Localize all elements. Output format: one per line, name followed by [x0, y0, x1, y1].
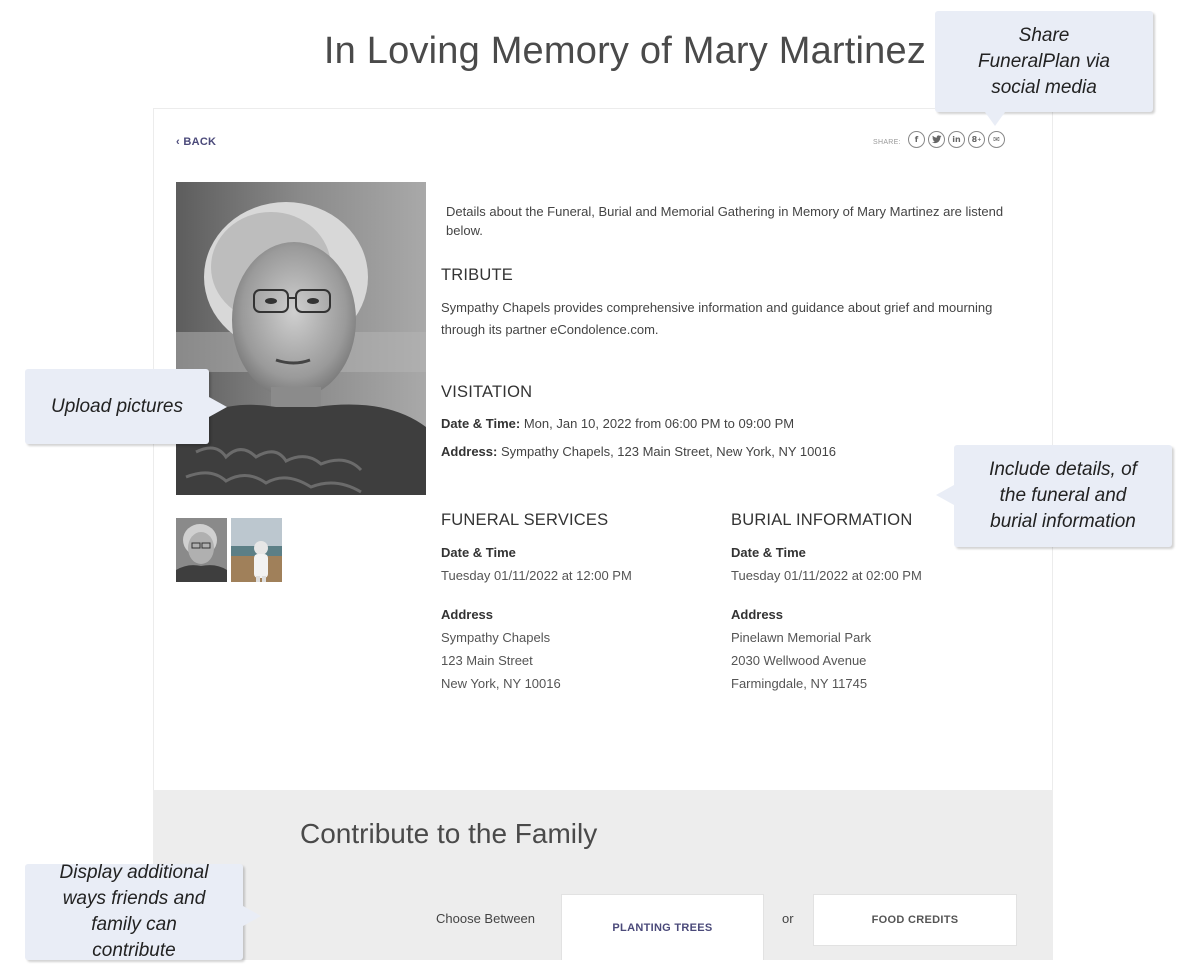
- visitation-address-label: Address:: [441, 444, 498, 459]
- visitation-datetime-label: Date & Time:: [441, 416, 521, 431]
- back-button[interactable]: ‹ BACK: [176, 136, 217, 148]
- callout-contribute: [25, 864, 243, 960]
- visitation-heading: VISITATION: [441, 383, 533, 401]
- tab-planting-trees[interactable]: PLANTING TREES: [561, 894, 764, 960]
- callout-arrow: [209, 397, 227, 417]
- visitation-datetime: [441, 413, 1041, 435]
- intro-text: Details about the Funeral, Burial and Memorial Gathering in Memory of Mary Martinez are listend below.: [446, 204, 1004, 238]
- funeral-address-label: Address: [441, 607, 494, 622]
- portrait-photo[interactable]: [176, 182, 426, 495]
- callout-upload-text: Upload pictures: [50, 395, 184, 417]
- google-plus-icon[interactable]: 8 +: [968, 131, 985, 148]
- tribute-heading: TRIBUTE: [441, 266, 513, 284]
- funeral-datetime-label: Date & Time: [441, 545, 516, 560]
- burial-address: [731, 626, 871, 695]
- visitation-datetime-value: Mon, Jan 10, 2022 from 06:00 PM to 09:00 PM: [520, 416, 795, 431]
- linkedin-icon[interactable]: in: [948, 131, 965, 148]
- funeral-address-line: New York, NY 10016: [441, 676, 561, 691]
- burial-address-line: Pinelawn Memorial Park: [731, 630, 872, 645]
- funeral-address-line: Sympathy Chapels: [441, 630, 551, 645]
- funeral-address: [441, 626, 561, 695]
- or-label: or: [782, 911, 794, 926]
- choose-between-label: Choose Between: [436, 911, 536, 926]
- visitation-address: [441, 441, 1041, 463]
- callout-arrow: [243, 906, 261, 926]
- funeral-heading: FUNERAL SERVICES: [441, 511, 609, 529]
- funeral-datetime-value: Tuesday 01/11/2022 at 12:00 PM: [441, 568, 632, 583]
- burial-address-line: 2030 Wellwood Avenue: [731, 653, 867, 668]
- email-icon[interactable]: ✉: [988, 131, 1005, 148]
- page-title: In Loving Memory of Mary Martinez: [323, 30, 927, 72]
- visitation-address-value: Sympathy Chapels, 123 Main Street, New York, NY 10016: [497, 444, 837, 459]
- burial-heading: BURIAL INFORMATION: [731, 511, 913, 529]
- contribute-title: Contribute to the Family: [300, 818, 598, 849]
- callout-contribute-text: Display additional ways friends and family can contribute: [59, 862, 209, 961]
- callout-details: [954, 445, 1172, 547]
- thumbnail-portrait[interactable]: [176, 518, 227, 582]
- burial-address-label: Address: [731, 607, 784, 622]
- callout-arrow: [936, 485, 954, 505]
- share-label: SHARE:: [873, 139, 901, 146]
- callout-details-text: Include details, of the funeral and burial information: [989, 459, 1137, 532]
- tab-food-credits[interactable]: FOOD CREDITS: [813, 894, 1017, 946]
- share-icons: [908, 131, 1005, 148]
- callout-upload: [25, 369, 209, 444]
- facebook-icon[interactable]: f: [908, 131, 925, 148]
- back-label: BACK: [183, 136, 217, 148]
- thumbnail-beach[interactable]: [231, 518, 282, 582]
- callout-share-text: Share FuneralPlan via social media: [977, 24, 1111, 98]
- funeral-address-line: 123 Main Street: [441, 653, 533, 668]
- callout-share: [935, 11, 1153, 112]
- callout-arrow: [985, 112, 1005, 126]
- burial-datetime-label: Date & Time: [731, 545, 806, 560]
- twitter-icon[interactable]: [928, 131, 945, 148]
- burial-datetime-value: Tuesday 01/11/2022 at 02:00 PM: [731, 568, 922, 583]
- burial-address-line: Farmingdale, NY 11745: [731, 676, 868, 691]
- tribute-text: Sympathy Chapels provides comprehensive information and guidance about grief and mourning through its partner eCondolence.com.: [441, 300, 993, 337]
